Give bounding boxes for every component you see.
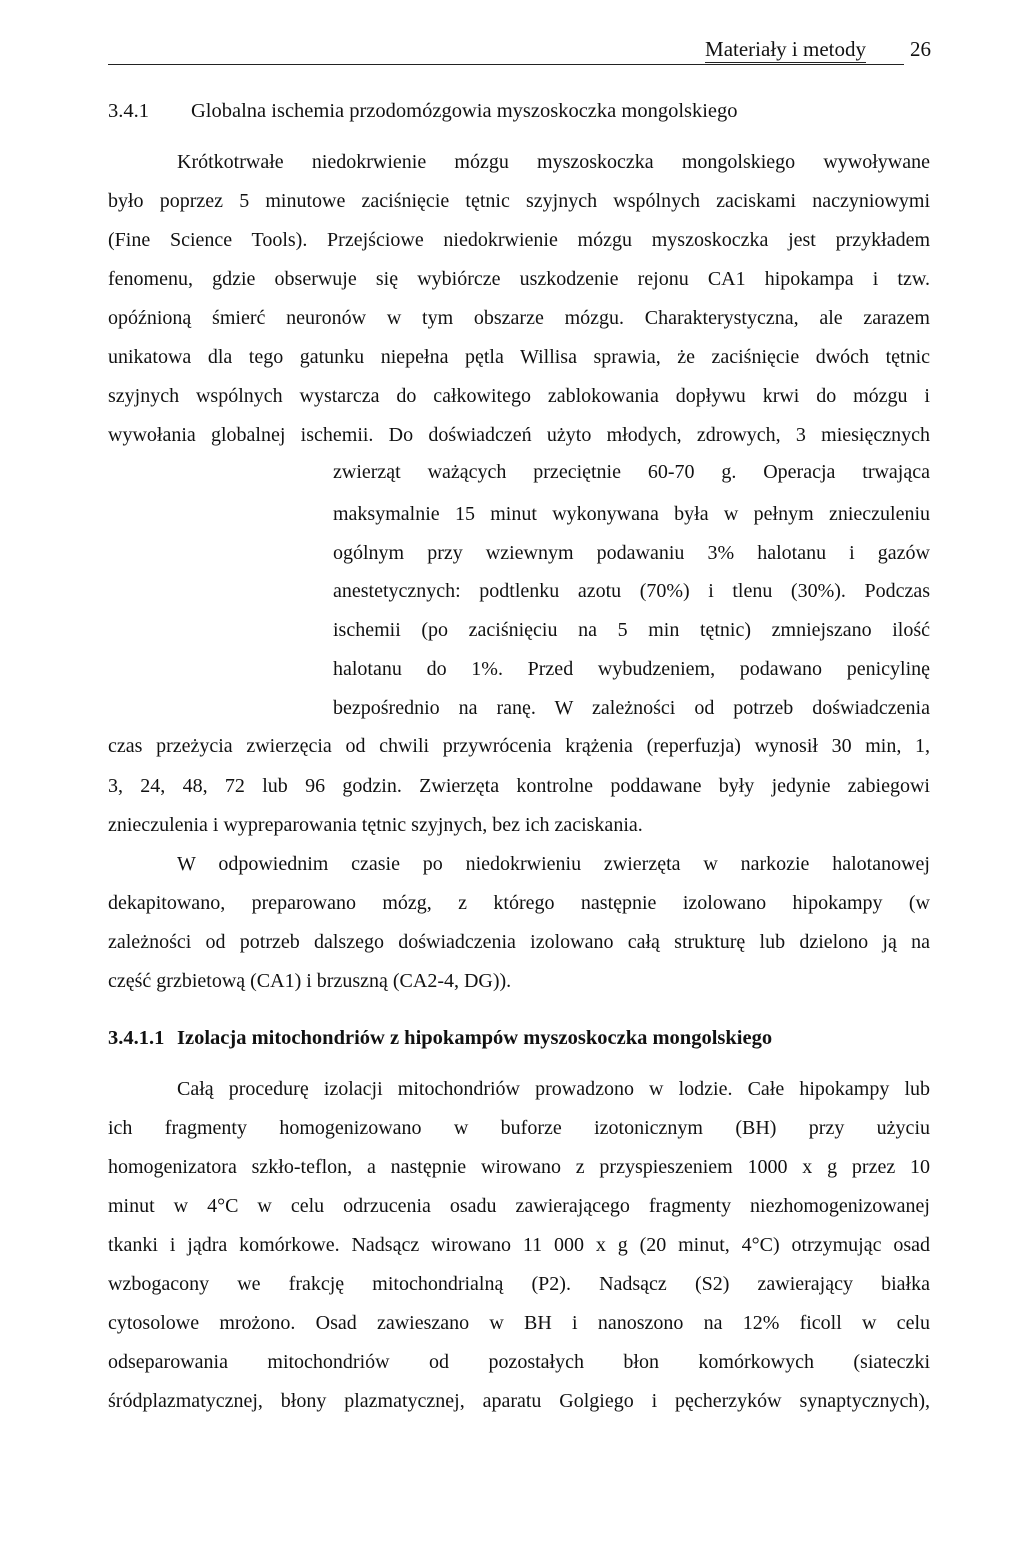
paragraph-line: tkanki i jądra komórkowe. Nadsącz wirowano 11 000 x g (20 minut, 4°C) otrzymując osad xyxy=(108,1234,930,1256)
paragraph-line: wywołania globalnej ischemii. Do doświadczeń użyto młodych, zdrowych, 3 miesięcznych xyxy=(108,424,930,446)
paragraph-line: zwierząt ważących przeciętnie 60-70 g. Operacja trwająca xyxy=(333,461,930,483)
paragraph-line: opóźnioną śmierć neuronów w tym obszarze mózgu. Charakterystyczna, ale zarazem xyxy=(108,307,930,329)
section-number: 3.4.1.1 xyxy=(108,1027,165,1049)
paragraph-line: wzbogacony we frakcję mitochondrialną (P2). Nadsącz (S2) zawierający białka xyxy=(108,1273,930,1295)
running-header xyxy=(108,36,904,65)
paragraph-line: anestetycznych: podtlenku azotu (70%) i tlenu (30%). Podczas xyxy=(333,580,930,602)
paragraph-line: dekapitowano, preparowano mózg, z którego następnie izolowano hipokampy (w xyxy=(108,892,930,914)
paragraph-line: (Fine Science Tools). Przejściowe niedokrwienie mózgu myszoskoczka jest przykładem xyxy=(108,229,930,251)
paragraph-line: odseparowania mitochondriów od pozostałych błon komórkowych (siateczki xyxy=(108,1351,930,1373)
paragraph-line: znieczulenia i wypreparowania tętnic szyjnych, bez ich zaciskania. xyxy=(108,814,643,836)
paragraph-line: homogenizatora szkło-teflon, a następnie wirowano z przyspieszeniem 1000 x g przez 10 xyxy=(108,1156,930,1178)
paragraph-line: bezpośrednio na ranę. W zależności od potrzeb doświadczenia xyxy=(333,697,930,719)
paragraph-line: część grzbietową (CA1) i brzuszną (CA2-4, DG)). xyxy=(108,970,512,992)
paragraph-line: unikatowa dla tego gatunku niepełna pętla Willisa sprawia, że zaciśnięcie dwóch tętnic xyxy=(108,346,930,368)
paragraph-line: ischemii (po zaciśnięciu na 5 min tętnic) zmniejszano ilość xyxy=(333,619,930,641)
paragraph-line: śródplazmatycznej, błony plazmatycznej, aparatu Golgiego i pęcherzyków synaptycznych), xyxy=(108,1390,930,1412)
section-number: 3.4.1 xyxy=(108,100,149,122)
paragraph-line: minut w 4°C w celu odrzucenia osadu zawierającego fragmenty niezhomogenizowanej xyxy=(108,1195,930,1217)
paragraph-line: W odpowiednim czasie po niedokrwieniu zwierzęta w narkozie halotanowej xyxy=(177,853,930,875)
section-heading-3-4-1-1 xyxy=(108,1024,773,1052)
paragraph-line: Krótkotrwałe niedokrwienie mózgu myszoskoczka mongolskiego wywoływane xyxy=(177,151,930,173)
paragraph-line: zależności od potrzeb dalszego doświadczenia izolowano całą strukturę lub dzielono ją na xyxy=(108,931,930,953)
section-title: Globalna ischemia przodomózgowia myszoskoczka mongolskiego xyxy=(191,100,738,122)
paragraph-line: czas przeżycia zwierzęcia od chwili przywrócenia krążenia (reperfuzja) wynosił 30 min, 1, xyxy=(108,735,930,757)
paragraph-line: maksymalnie 15 minut wykonywana była w pełnym znieczuleniu xyxy=(333,503,930,525)
paragraph-line: ich fragmenty homogenizowano w buforze izotonicznym (BH) przy użyciu xyxy=(108,1117,930,1139)
paragraph-line: Całą procedurę izolacji mitochondriów prowadzono w lodzie. Całe hipokampy lub xyxy=(177,1078,930,1100)
paragraph-line: cytosolowe mrożono. Osad zawieszano w BH i nanoszono na 12% ficoll w celu xyxy=(108,1312,930,1334)
paragraph-line: fenomenu, gdzie obserwuje się wybiórcze uszkodzenie rejonu CA1 hipokampa i tzw. xyxy=(108,268,930,290)
paragraph-line: ogólnym przy wziewnym podawaniu 3% halotanu i gazów xyxy=(333,542,930,564)
paragraph-line: 3, 24, 48, 72 lub 96 godzin. Zwierzęta kontrolne poddawane były jedynie zabiegowi xyxy=(108,775,930,797)
paragraph-line: było poprzez 5 minutowe zaciśnięcie tętnic szyjnych wspólnych zaciskami naczyniowymi xyxy=(108,190,930,212)
page-number: 26 xyxy=(910,37,931,61)
paragraph-line: halotanu do 1%. Przed wybudzeniem, podawano penicylinę xyxy=(333,658,930,680)
header-title: Materiały i metody xyxy=(705,37,866,61)
section-title: Izolacja mitochondriów z hipokampów myszoskoczka mongolskiego xyxy=(177,1027,773,1049)
section-heading-3-4-1 xyxy=(108,97,738,125)
paragraph-line: szyjnych wspólnych wystarcza do całkowitego zablokowania dopływu krwi do mózgu i xyxy=(108,385,930,407)
